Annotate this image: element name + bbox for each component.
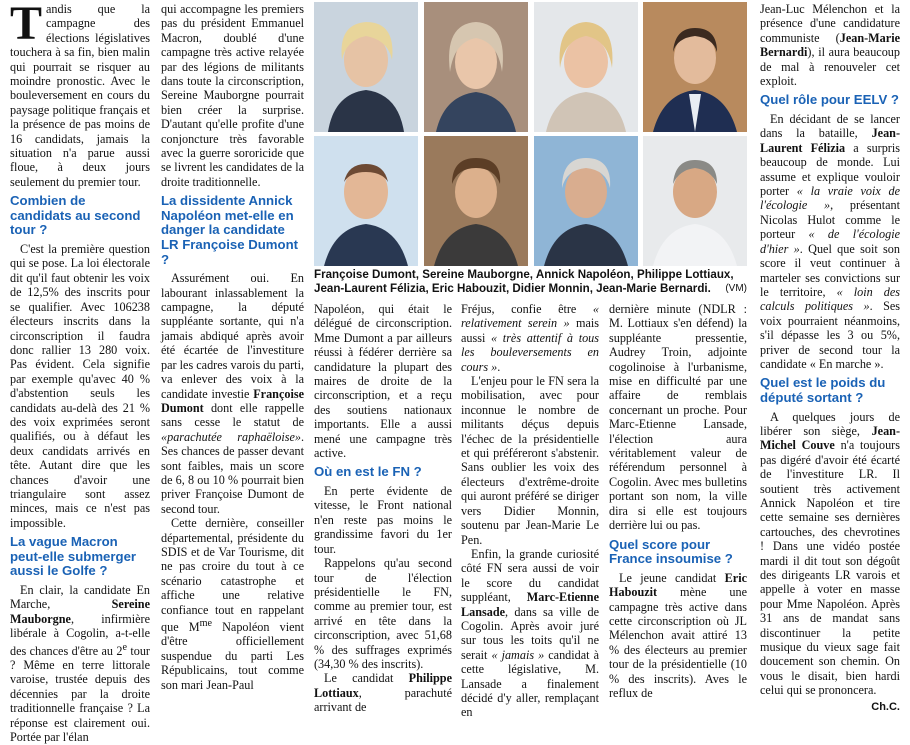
article-column-4 [461, 302, 599, 720]
paragraph: dernière minute (NDLR : M. Lottiaux s'en défend) la suppléante pressentie, Audrey Troin, adjointe cogolinoise à l'urbanisme, mise en difficulté par une affaire de remblais concernant un proche. Pour Marc-Etienne Lansade, l'élection aura véritablement valeur de référendum personnel à Cogolin. Avec mes bulletins portant son nom, la ville dira si elle est toujours derrière lui ou pas. [609, 302, 747, 533]
photo-philippe-lottiaux [643, 2, 747, 132]
heading-fn: Où en est le FN ? [314, 464, 422, 480]
paragraph: Fréjus, confie être « relativement serein » mais aussi « très attentif à tous les bouleversements en cours ». [461, 302, 600, 374]
photo-sereine-mauborgne [424, 2, 528, 132]
photo-credit: (VM) [725, 283, 747, 294]
heading-dissidente: La dissidente Annick Napoléon met-elle en danger la candidate LR Françoise Dumont ? [161, 193, 299, 267]
paragraph: qui accompagne les premiers pas du président Emmanuel Macron, doublé d'une campagne très active relayée par des légions de militants dans toute la circonscription, Sereine Mauborgne pourrait bien créer la surprise. D'autant qu'elle profite d'une conjoncture très favorable avec la guerre sororicide que se livrent les candidates de la droite traditionnelle. [161, 2, 304, 189]
intro-paragraph: Tandis que la campagne des élections législatives touchera à sa fin, bien malin qui pourrait se risquer au moindre pronostic. Avec le bouleversement en cours du paysage politique français et la présence de pas moins de 16 candidats, jamais la situation n'a parue aussi floue, à deux jours seulement du premier tour. [10, 0, 150, 189]
drop-cap: T [10, 0, 43, 50]
paragraph: C'est la première question qui se pose. La loi électorale dit qu'il faut obtenir les voix de 12,5% des inscrits pour se qualifier. Avec 106238 électeurs inscrits dans la circonscription il faudra donc rallier 13 280 voix. Pas évident. Cela signifie par exemple qu'avec 40 % d'abstention seuls les candidats au-delà des 21 % des voix exprimées seront qualifiés, ou à défaut les deux candidats arrivés en tête. Autant dire que les chances d'avoir une triangulaire sont assez minces, mais ce n'est pas impossible. [10, 242, 150, 530]
paragraph: Le jeune candidat Eric Habouzit mène une campagne très active dans cette circonscription où JL Mélenchon avait attiré 13 % des électeurs au premier tour de la présidentielle (10 % des inscrits). Aves le reflux de [609, 570, 747, 700]
paragraph: A quelques jours de libérer son siège, Jean-Michel Couve n'a toujours pas digéré d'avoir été écarté de l'investiture LR. Il soutient très activement Annick Napoléon et tire cette semaine ses dernières cartouches, des chevrotines ! Dans une vidéo postée mardi il dit tout son dégoût des dirigeants LR varois et appelle à voter en masse pour Mme Napoléon. Après 31 ans de mandat sans discontinuer la petite musique du vieux sage fait doucement son chemin. On vous le disait, bien hardi celui qui se prononcera. [760, 409, 900, 698]
photo-jean-laurent-felizia [314, 136, 418, 266]
article-column-5 [609, 302, 747, 700]
heading-candidates-second-round: Combien de candidats au second tour ? [10, 193, 141, 238]
paragraph: En perte évidente de vitesse, le Front national n'en reste pas moins le grandissime favori du 1er tour. [314, 484, 452, 556]
photo-didier-monnin [534, 136, 638, 266]
article-column-2 [161, 2, 304, 692]
heading-macron-wave: La vague Macron peut-elle submerger aussi le Golfe ? [10, 534, 137, 579]
photo-annick-napoleon [534, 2, 638, 132]
paragraph: Assurément oui. En labourant inlassablement la campagne, la député suppléante sortante, qui n'a jamais abdiqué après avoir été écartée de l'investiture par les cadres varois du parti, va enlever des voix à la candidate investie Françoise Dumont dont elle rappelle sans cesse le statut de «parachutée raphaëloise». Ses chances de passer devant sont faibles, mais un score de 6, 8 ou 10 % pourrait bien priver Françoise Dumont de second tour. [161, 271, 304, 516]
paragraph: En clair, la candidate En Marche, Sereine Mauborgne, infirmière libérale à Cogolin, a-t-elle des chances d'être au 2e tour ? Même en terre littorale varoise, trustée depuis des décennies par la droite traditionnelle française ? La réponse est clairement oui. Portée par l'élan [10, 582, 150, 745]
paragraph: Rappelons qu'au second tour de l'élection présidentielle le FN, comme au premier tour, est arrivé en tête dans la circonscription, avec 51,68 % des suffrages exprimés (34,30 % des inscrits). [314, 556, 452, 671]
candidate-photo-grid [314, 2, 747, 266]
article-column-6 [760, 2, 900, 714]
photo-eric-habouzit [424, 136, 528, 266]
article-column-3 [314, 302, 452, 715]
article-column-1 [10, 2, 150, 745]
paragraph: Cette dernière, conseiller départemental, présidente du SDIS et de Var Tourisme, dit ne pas croire du tout à ce scénario catastrophe et affiche une relative confiance tout en rappelant que $M^{me}$ Napoléon vient d'être officiellement suspendue du parti Les Républicains, tout comme son mari Jean-Paul [161, 516, 304, 692]
paragraph: Enfin, la grande curiosité côté FN sera aussi de voir le score du candidat suppléant, Marc-Etienne Lansade, dans sa ville de Cogolin. Après avoir juré sur tous les toits qu'il ne serait « jamais » candidat à cette législative, M. Lansade a finalement décidé d'y aller, remplaçant en [461, 546, 599, 720]
heading-france-insoumise: Quel score pour France insoumise ? [609, 536, 733, 567]
heading-depute-sortant: Quel est le poids du député sortant ? [760, 375, 886, 405]
paragraph: Le candidat Philippe Lottiaux, parachuté arrivant de [314, 671, 452, 715]
heading-eelv: Quel rôle pour EELV ? [760, 92, 899, 108]
paragraph: L'enjeu pour le FN sera la mobilisation, avec pour inconnue le nombre de militants déçus depuis l'échec de la présidentielle et qui préféreront s'abstenir. Sans oublier les voix des électeurs d'extrême-droite qui auront préféré se diriger vers Didier Monnin, soutenu par Jean-Marie Le Pen. [461, 374, 599, 547]
paragraph: Napoléon, qui était le délégué de circonscription. Mme Dumont a par ailleurs réussi à fédérer derrière sa candidature la plupart des maires de droite de la circonscription, et a reçu des soutiens nationaux importants. Elle a aussi mené une campagne très active. [314, 302, 452, 461]
paragraph: En décidant de se lancer dans la bataille, Jean-Laurent Félizia a surpris beaucoup de monde. Lui assume et explique vouloir porter « la vraie voix de l'écologie », présentant Nicolas Hulot comme le porteur « de l'écologie d'hier ». Quel que soit son score il veut continuer à marteler ses convictions sur le territoire, « loin des calculs politiques ». Ses voix pourraient néanmoins, s'il dépasse les 3 ou 5%, priver de second tour la candidate « En marche ». [760, 112, 901, 371]
photo-caption: Françoise Dumont, Sereine Mauborgne, Annick Napoléon, Philippe Lottiaux, Jean-Laurent Félizia, Eric Habouzit, Didier Monnin, Jean-Marie Bernardi. (VM) [314, 268, 747, 295]
paragraph: Jean-Luc Mélenchon et la présence d'une candidature communiste (Jean-Marie Bernardi), il aura beaucoup de mal à renouveler cet exploit. [760, 2, 900, 89]
author-signature: Ch.C. [871, 700, 900, 713]
photo-francoise-dumont [314, 2, 418, 132]
photo-jean-marie-bernardi [643, 136, 747, 266]
